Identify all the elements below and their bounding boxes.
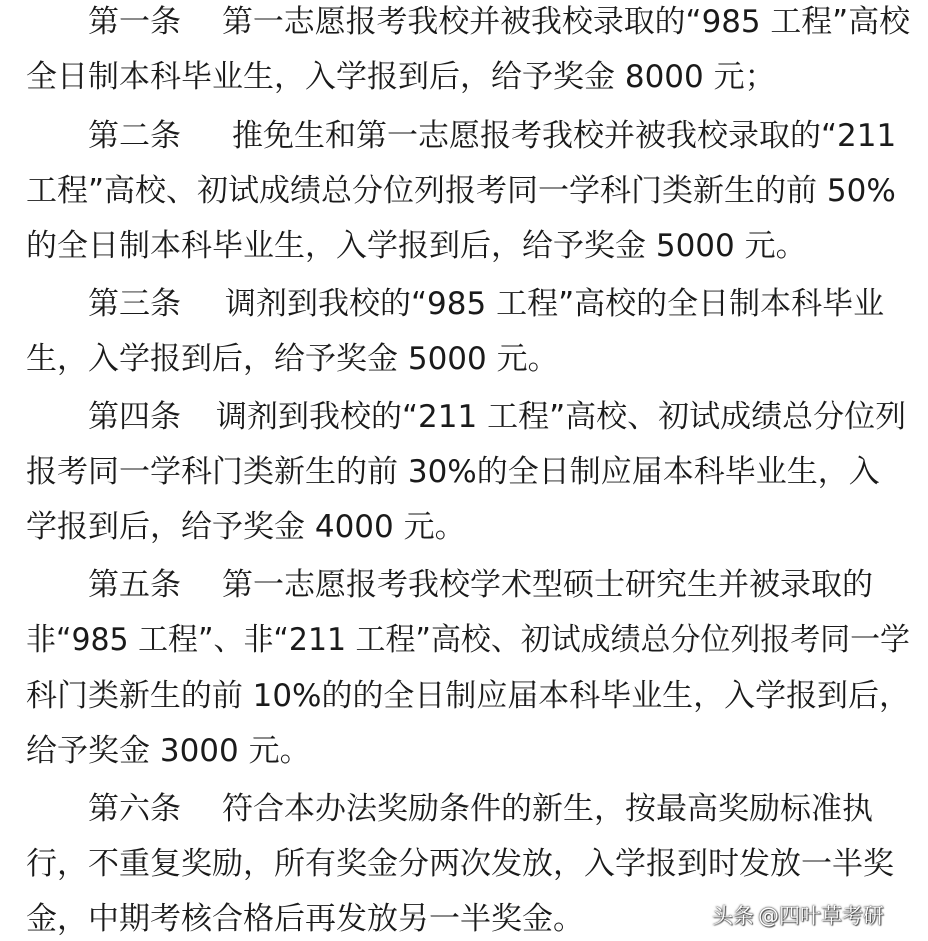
article-6-text: 金，中期考核合格后再发放另一半奖金。 (26, 901, 584, 937)
article-4-line-1 (0, 389, 928, 445)
article-6-line-1 (0, 781, 928, 837)
watermark-handle: @四叶草考研 (758, 904, 884, 928)
article-1-heading: 第一条 (88, 4, 181, 40)
article-1-text: 全日制本科毕业生，入学报到后，给予奖金 8000 元； (26, 59, 776, 95)
article-2-line-2 (0, 163, 928, 219)
article-4-text: 调剂到我校的“211 工程”高校、初试成绩总分位列 (216, 399, 907, 435)
article-6-line-2 (0, 836, 928, 892)
watermark (712, 895, 884, 935)
article-3-line-2 (0, 331, 928, 387)
article-2-text: 的全日制本科毕业生，入学报到后，给予奖金 5000 元。 (26, 228, 807, 264)
article-5-line-2 (0, 612, 928, 668)
article-2-text: 工程”高校、初试成绩总分位列报考同一学科门类新生的前 50% (26, 173, 896, 209)
article-3-heading: 第三条 (88, 286, 181, 322)
article-4-text: 报考同一学科门类新生的前 30%的全日制应届本科毕业生，入 (26, 454, 880, 490)
article-5-text: 给予奖金 3000 元。 (26, 733, 311, 769)
article-5-line-1 (0, 557, 928, 613)
article-5-text: 非“985 工程”、非“211 工程”高校、初试成绩总分位列报考同一学 (26, 622, 910, 658)
article-5-text: 第一志愿报考我校学术型硕士研究生并被录取的 (222, 567, 873, 603)
article-4-text: 学报到后，给予奖金 4000 元。 (26, 509, 466, 545)
article-5-line-3 (0, 668, 928, 724)
article-1-text: 第一志愿报考我校并被我校录取的“985 工程”高校 (222, 4, 911, 40)
article-2-line-3 (0, 218, 928, 274)
article-3-text: 生，入学报到后，给予奖金 5000 元。 (26, 341, 559, 377)
article-3-line-1 (0, 276, 928, 332)
article-1-line-2 (0, 49, 928, 105)
article-6-text: 行，不重复奖励，所有奖金分两次发放，入学报到时发放一半奖 (26, 846, 894, 882)
article-4-line-2 (0, 444, 928, 500)
article-6-text: 符合本办法奖励条件的新生，按最高奖励标准执 (222, 791, 873, 827)
article-1-line-1 (0, 0, 928, 50)
article-4-heading: 第四条 (88, 399, 181, 435)
article-6-heading: 第六条 (88, 791, 181, 827)
watermark-platform: 头条 (712, 904, 754, 928)
article-2-text: 推免生和第一志愿报考我校并被我校录取的“211 (232, 118, 897, 154)
article-5-text: 科门类新生的前 10%的的全日制应届本科毕业生，入学报到后， (26, 678, 910, 714)
article-5-heading: 第五条 (88, 567, 181, 603)
article-4-line-3 (0, 499, 928, 555)
article-3-text: 调剂到我校的“985 工程”高校的全日制本科毕业 (225, 286, 885, 322)
article-5-line-4 (0, 723, 928, 779)
article-2-line-1 (0, 108, 928, 164)
article-2-heading: 第二条 (88, 118, 181, 154)
